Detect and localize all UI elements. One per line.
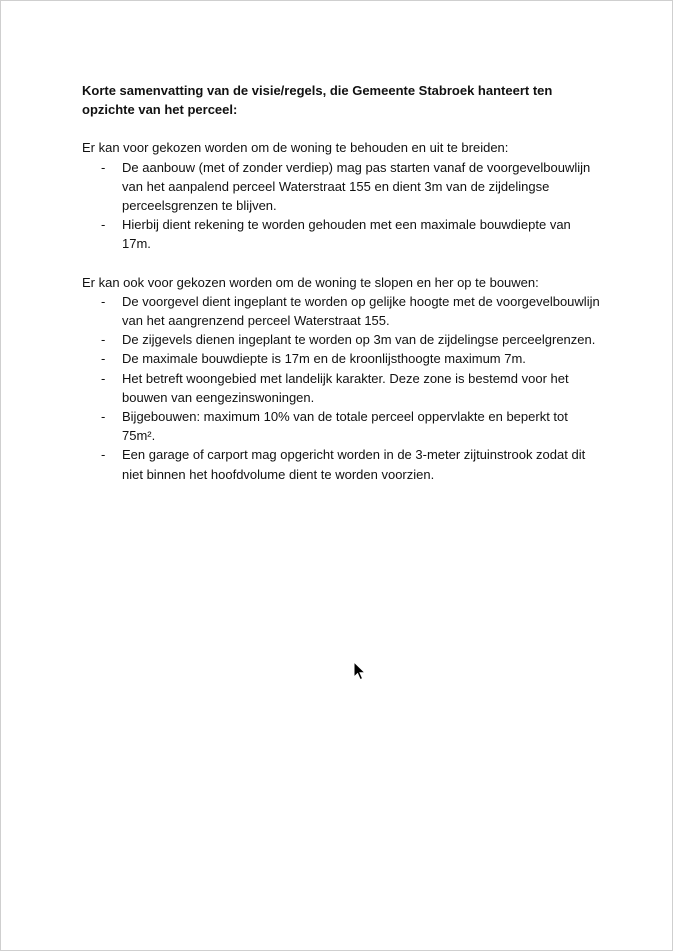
bullet-dash: - xyxy=(101,370,106,386)
bullet-dash: - xyxy=(101,217,106,233)
section-2-list xyxy=(82,292,602,484)
list-item xyxy=(82,158,602,216)
document-body xyxy=(82,81,602,484)
section-1-intro: Er kan voor gekozen worden om de woning te behouden en uit te breiden: xyxy=(82,140,509,156)
list-item xyxy=(82,369,602,407)
list-item xyxy=(82,292,602,330)
list-item xyxy=(82,445,602,483)
list-item-text: Hierbij dient rekening te worden gehouden met een maximale bouwdiepte van 17m. xyxy=(122,217,571,252)
bullet-dash: - xyxy=(101,409,106,425)
list-item-text: Bijgebouwen: maximum 10% van de totale perceel oppervlakte en beperkt tot 75m². xyxy=(122,409,568,444)
list-item xyxy=(82,407,602,445)
list-item xyxy=(82,330,602,349)
section-1-list xyxy=(82,158,602,254)
bullet-dash: - xyxy=(101,293,106,309)
list-item xyxy=(82,215,602,253)
paragraph-spacer xyxy=(82,254,602,273)
paragraph-spacer xyxy=(82,119,602,138)
list-item-text: De zijgevels dienen ingeplant te worden op 3m van de zijdelingse perceelgrenzen. xyxy=(122,332,596,348)
list-item-text: De aanbouw (met of zonder verdiep) mag pas starten vanaf de voorgevelbouwlijn van het aanpalend perceel Waterstraat 155 en dient 3m van de zijdelingse perceelsgrenzen te blijven. xyxy=(122,159,591,214)
bullet-dash: - xyxy=(101,332,106,348)
section-2-intro: Er kan ook voor gekozen worden om de woning te slopen en her op te bouwen: xyxy=(82,274,539,290)
mouse-pointer-icon xyxy=(353,661,367,681)
list-item-text: De voorgevel dient ingeplant te worden op gelijke hoogte met de voorgevelbouwlijn van het aangrenzend perceel Waterstraat 155. xyxy=(122,293,600,329)
document-title: Korte samenvatting van de visie/regels, die Gemeente Stabroek hanteert ten opzichte van het perceel: xyxy=(82,83,553,118)
list-item-text: De maximale bouwdiepte is 17m en de kroonlijsthoogte maximum 7m. xyxy=(122,351,526,367)
list-item-text: Het betreft woongebied met landelijk karakter. Deze zone is bestemd voor het bouwen van eengezinswoningen. xyxy=(122,370,569,405)
list-item xyxy=(82,349,602,368)
bullet-dash: - xyxy=(101,159,106,175)
list-item-text: Een garage of carport mag opgericht worden in de 3-meter zijtuinstrook zodat dit niet binnen het hoofdvolume dient te worden voorzien. xyxy=(122,447,586,482)
bullet-dash: - xyxy=(101,351,106,367)
bullet-dash: - xyxy=(101,447,106,463)
